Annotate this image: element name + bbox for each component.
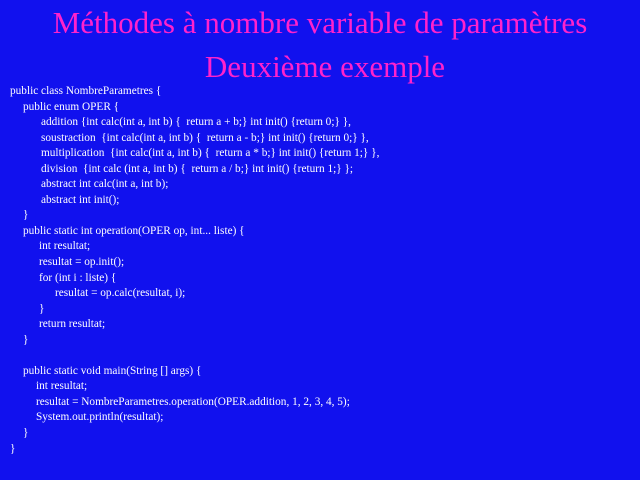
code-line: multiplication {int calc(int a, int b) { return a * b;} int init() {return 1;} }, (41, 147, 380, 160)
code-line: } (23, 333, 29, 346)
code-line: abstract int init(); (41, 193, 120, 206)
code-line: resultat = op.calc(resultat, i); (55, 287, 186, 300)
code-line: int resultat; (36, 380, 88, 393)
code-line: public static int operation(OPER op, int... liste) { (23, 224, 245, 237)
code-line: resultat = op.init(); (39, 256, 125, 269)
code-line (10, 348, 635, 364)
slide-title: Méthodes à nombre variable de paramètres (52, 5, 588, 40)
slide-subtitle: Deuxième exemple (204, 49, 446, 84)
code-line: int resultat; (39, 240, 91, 253)
code-block (10, 84, 635, 457)
code-line: } (39, 302, 45, 315)
code-line: } (23, 209, 29, 222)
code-line: abstract int calc(int a, int b); (41, 178, 169, 191)
code-line: public enum OPER { (23, 100, 120, 113)
code-line: public static void main(String [] args) { (23, 364, 202, 377)
code-line: public class NombreParametres { (10, 85, 162, 97)
code-line: System.out.println(resultat); (36, 411, 164, 424)
code-line: } (23, 427, 29, 440)
code-line: return resultat; (39, 318, 106, 331)
code-line: soustraction {int calc(int a, int b) { return a - b;} int init() {return 0;} }, (41, 131, 369, 144)
code-line: } (10, 442, 16, 455)
code-line: for (int i : liste) { (39, 271, 117, 284)
code-line: resultat = NombreParametres.operation(OPER.addition, 1, 2, 3, 4, 5); (36, 395, 350, 408)
code-line: division {int calc (int a, int b) { return a / b;} int init() {return 1;} }; (41, 162, 354, 175)
code-line: addition {int calc(int a, int b) { return a + b;} int init() {return 0;} }, (41, 116, 351, 129)
